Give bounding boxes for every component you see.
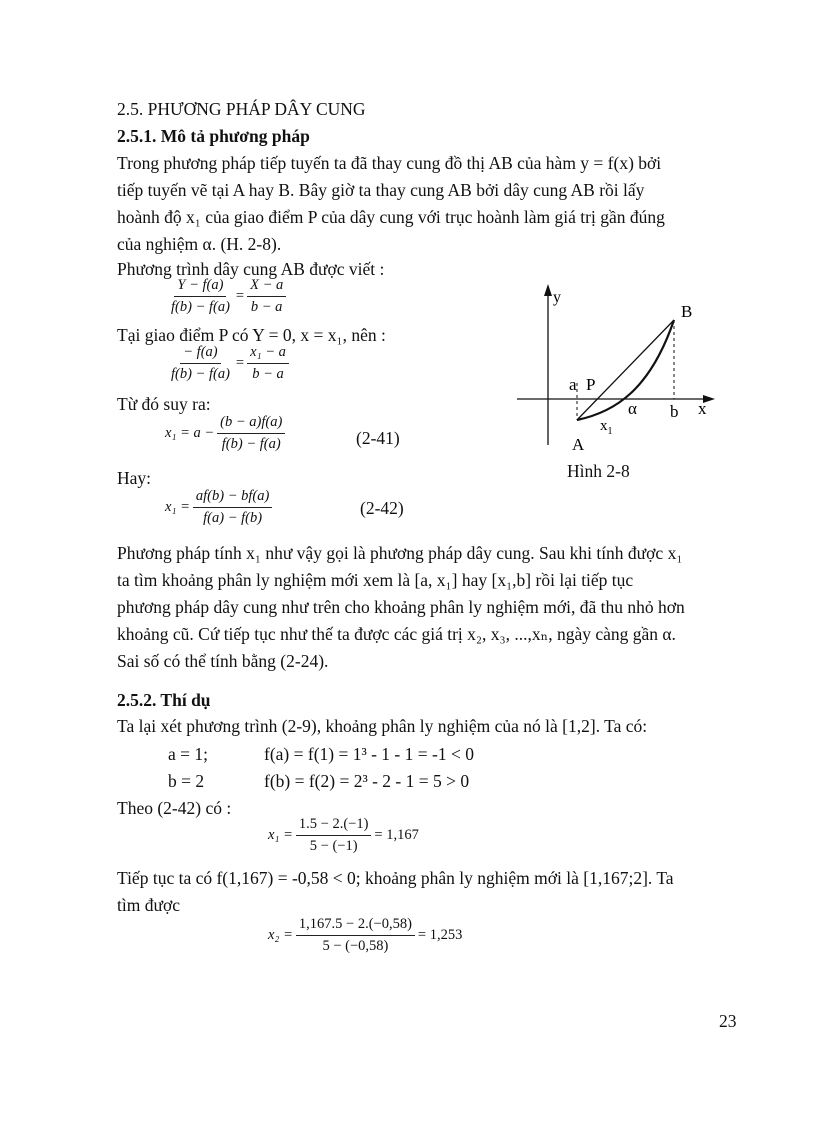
subheading-method: 2.5.1. Mô tả phương pháp [117, 126, 310, 146]
label-alpha: α [628, 399, 637, 418]
label-x1 [600, 418, 613, 437]
ex2-rhs: = 1,253 [417, 927, 463, 943]
inter-equals: = [235, 355, 245, 371]
ex2-den: 5 − (−0,58) [322, 938, 389, 954]
section-heading: 2.5. PHƯƠNG PHÁP DÂY CUNG [117, 99, 366, 119]
intro-line-3: hoành độ x₁ của giao điểm P của dây cung với trục hoành làm giá trị gần đúng [117, 207, 665, 227]
chord-equation [165, 277, 289, 316]
y-axis-arrow [544, 284, 552, 296]
ex1-rhs: = 1,167 [374, 827, 419, 843]
label-x: x [698, 399, 707, 418]
eq-number-2-42: (2-42) [360, 498, 404, 518]
equation-2-42 [165, 488, 275, 527]
label-x1-sub: 1 [607, 426, 613, 437]
e242-num: af(b) − bf(a) [193, 488, 272, 508]
figure-chord-method [505, 280, 735, 485]
example-line: Ta lại xét phương trình (2-9), khoảng phân ly nghiệm của nó là [1,2]. Ta có: [117, 716, 648, 736]
equation-2-41 [165, 414, 288, 453]
e241-lhs: x₁ = a − [165, 425, 215, 441]
chord-eq-label: Phương trình dây cung AB được viết : [117, 259, 385, 279]
b-row-right: f(b) = f(2) = 2³ - 2 - 1 = 5 > 0 [264, 771, 470, 791]
intersection-equation [165, 344, 292, 383]
figure-caption: Hình 2-8 [567, 461, 630, 481]
continue-line-2: tìm được [117, 895, 180, 915]
ex1-lhs: x₁ = [268, 827, 293, 843]
label-p: P [586, 375, 596, 394]
method-line-4: khoảng cũ. Cứ tiếp tục như thế ta được các giá trị x₂, x₃, ...,xₙ, ngày càng gần α. [117, 624, 676, 644]
theo-label: Theo (2-42) có : [117, 798, 232, 818]
label-a: a [569, 375, 577, 394]
intersection-label: Tại giao điểm P có Y = 0, x = x₁, nên : [117, 325, 386, 345]
continue-line-1: Tiếp tục ta có f(1,167) = -0,58 < 0; khoảng phân ly nghiệm mới là [1,167;2]. Ta [117, 868, 674, 888]
ex2-num: 1,167.5 − 2.(−0,58) [296, 916, 415, 936]
e241-num: (b − a)f(a) [217, 414, 285, 434]
method-line-2: ta tìm khoảng phân ly nghiệm mới xem là [a, x₁] hay [x₁,b] rồi lại tiếp tục [117, 570, 634, 590]
inter-num-left: − f(a) [180, 344, 220, 364]
chord-num-right: X − a [247, 277, 286, 297]
label-x1-base: x [600, 418, 608, 434]
label-a-point: A [572, 435, 585, 454]
label-y: y [553, 289, 561, 306]
eq-number-2-41: (2-41) [356, 428, 400, 448]
hay-label: Hay: [117, 468, 152, 488]
label-b: b [670, 402, 679, 421]
chord-equals: = [235, 288, 245, 304]
label-b-point: B [681, 302, 693, 321]
ex1-den: 5 − (−1) [309, 838, 358, 854]
e242-lhs: x₁ = [165, 499, 190, 515]
ex2-lhs: x₂ = [268, 927, 293, 943]
a-row-left: a = 1; [168, 744, 208, 764]
inter-den-left: f(b) − f(a) [171, 366, 230, 382]
method-line-3: phương pháp dây cung như trên cho khoảng phân ly nghiệm mới, đã thu nhỏ hơn [117, 597, 685, 617]
inter-den-right: b − a [252, 366, 284, 382]
example-equation-2 [268, 916, 462, 955]
method-line-1: Phương pháp tính x₁ như vậy gọi là phương pháp dây cung. Sau khi tính được x₁ [117, 543, 683, 563]
chord-den-right: b − a [250, 299, 283, 315]
chord-ab [577, 320, 674, 420]
a-row-right: f(a) = f(1) = 1³ - 1 - 1 = -1 < 0 [264, 744, 474, 764]
intro-line-2: tiếp tuyến vẽ tại A hay B. Bây giờ ta thay cung AB bởi dây cung AB rồi lấy [117, 180, 645, 200]
chord-num-left: Y − f(a) [174, 277, 226, 297]
ex1-num: 1.5 − 2.(−1) [296, 816, 372, 836]
chord-den-left: f(b) − f(a) [171, 299, 230, 315]
b-row-left: b = 2 [168, 771, 205, 791]
intro-line-1: Trong phương pháp tiếp tuyến ta đã thay cung đồ thị AB của hàm y = f(x) bởi [117, 153, 662, 173]
subheading-example: 2.5.2. Thí dụ [117, 690, 211, 710]
example-equation-1 [268, 816, 419, 855]
intro-line-4: của nghiệm α. (H. 2-8). [117, 234, 282, 254]
derive-label: Từ đó suy ra: [117, 394, 211, 414]
e242-den: f(a) − f(b) [203, 510, 263, 526]
e241-den: f(b) − f(a) [221, 436, 281, 452]
page-number: 23 [719, 1011, 737, 1031]
inter-num-right: x₁ − a [247, 344, 289, 364]
method-line-5: Sai số có thể tính bằng (2-24). [117, 651, 329, 671]
